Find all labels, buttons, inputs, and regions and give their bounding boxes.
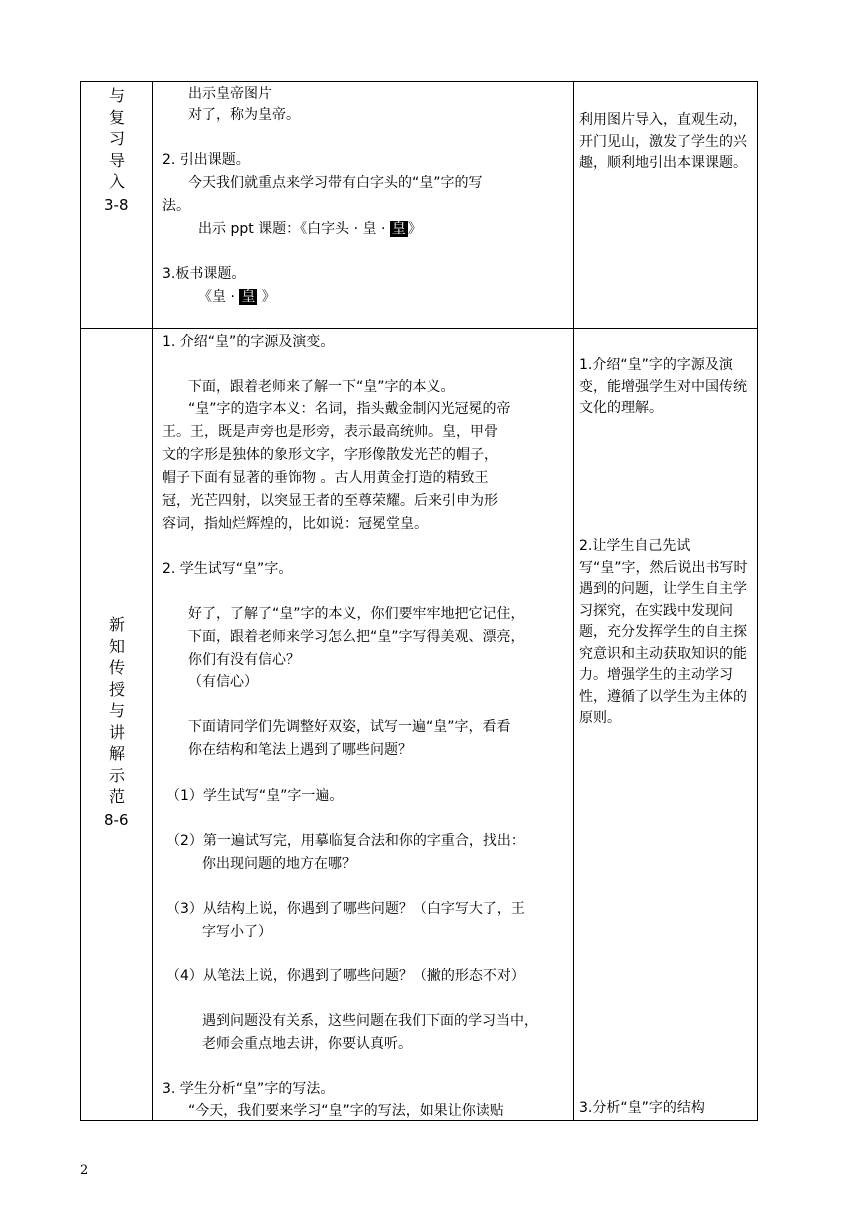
remark-intro: 利用图片导入，直观生动，开门见山，激发了学生的兴趣，顺利地引出本课课题。 [579, 112, 747, 171]
stage-char: 传 [108, 658, 125, 677]
content-line: 你在结构和笔法上遇到了哪些问题？ [188, 742, 412, 758]
remark-structure: 3.分析“皇”字的结构 [579, 1100, 705, 1116]
column-divider-1 [152, 81, 153, 1121]
content-line: 下面，跟着老师来学习怎么把“皇”字写得美观、漂亮， [188, 629, 525, 645]
content-line: “今天，我们要来学习“皇”字的写法，如果让你读贴 [188, 1103, 504, 1119]
stage-char: 新 [108, 615, 125, 634]
highlighted-char: 皇 [391, 221, 406, 237]
content-line: 遇到问题没有关系，这些问题在我们下面的学习当中， [202, 1013, 538, 1029]
content-line: 出示皇帝图片 [188, 86, 272, 102]
board-title-line [198, 287, 276, 308]
content-line: 王。王，既是声旁也是形旁，表示最高统帅。皇，甲骨 [162, 424, 498, 440]
content-line: 2. 学生试写“皇”字。 [162, 561, 293, 577]
page-number: 2 [80, 1163, 89, 1178]
row-divider [80, 328, 758, 329]
stage-label-teaching [102, 614, 132, 808]
stage-char: 习 [108, 129, 125, 148]
content-line: 帽子下面有显著的垂饰物 。古人用黄金打造的精致王 [162, 470, 489, 486]
ppt-title-end: 》 [407, 221, 422, 237]
ppt-title-text: 出示 ppt 课题：《白字头 · 皇 · [198, 221, 390, 237]
stage-char: 导 [108, 150, 125, 170]
table-right-border [757, 81, 758, 1121]
content-line: 下面，跟着老师来了解一下“皇”字的本义。 [188, 379, 455, 395]
remark-origin: 1.介绍“皇”字的字源及演变，能增强学生对中国传统文化的理解。 [579, 357, 747, 416]
stage-time-review: 3-8 [104, 196, 129, 214]
content-line: 文的字形是独体的象形文字，字形像散发光芒的帽子， [162, 447, 498, 463]
content-line: （1）学生试写“皇”字一遍。 [166, 788, 344, 804]
content-line: （2）第一遍试写完，用摹临复合法和你的字重合，找出： [166, 833, 525, 849]
content-line: 容词，指灿烂辉煌的，比如说：冠冕堂皇。 [162, 516, 428, 532]
board-title-text: 《皇 · [198, 289, 240, 305]
content-line: （3）从结构上说，你遇到了哪些问题？（白字写大了，王 [166, 901, 525, 917]
content-line: 你出现问题的地方在哪？ [202, 856, 356, 872]
stage-char: 入 [108, 172, 125, 191]
stage-char: 复 [108, 107, 125, 127]
stage-char: 讲 [108, 722, 125, 742]
content-line: 2. 引出课题。 [162, 152, 250, 168]
stage-char: 知 [108, 636, 125, 656]
ppt-title-line [198, 219, 422, 240]
table-left-border [80, 81, 81, 1121]
stage-time-teaching: 8-6 [104, 811, 129, 829]
content-line: 3.板书课题。 [162, 266, 246, 282]
content-line: （有信心） [188, 674, 258, 690]
stage-char: 授 [108, 679, 125, 699]
content-line: 下面请同学们先调整好双姿，试写一遍“皇”字，看看 [188, 719, 511, 735]
stage-label-review [102, 85, 132, 193]
content-line: （4）从笔法上说，你遇到了哪些问题？（撇的形态不对） [166, 968, 525, 984]
content-line: 1. 介绍“皇”的字源及演变。 [162, 334, 335, 350]
content-line: 对了，称为皇帝。 [188, 107, 300, 123]
stage-char: 解 [108, 744, 125, 763]
highlighted-char: 皇 [241, 289, 256, 305]
content-line: 字写小了） [202, 924, 272, 940]
column-divider-2 [573, 81, 574, 1121]
content-line: 3. 学生分析“皇”字的写法。 [162, 1081, 335, 1097]
board-title-end: 》 [257, 289, 276, 305]
stage-char: 与 [108, 86, 125, 105]
content-line: 今天我们就重点来学习带有白字头的“皇”字的写 [188, 175, 483, 191]
table-top-border [80, 81, 758, 82]
content-line: 冠，光芒四射，以突显王者的至尊荣耀。后来引申为形 [162, 493, 498, 509]
remark-trial-writing: 2.让学生自己先试写“皇”字，然后说出书写时遇到的问题，让学生自主学习探究，在实践中发现问题，充分发挥学生的自主探究意识和主动获取知识的能力。增强学生的主动学习性，遵循了以学生为主体的原则。 [579, 538, 748, 726]
content-line: 老师会重点地去讲，你要认真听。 [202, 1036, 412, 1052]
stage-char: 示 [108, 765, 125, 785]
stage-char: 范 [108, 787, 125, 806]
stage-char: 与 [108, 701, 125, 720]
content-line: 法。 [162, 198, 190, 214]
content-line: 你们有没有信心？ [188, 652, 300, 668]
content-line: 好了，了解了“皇”字的本义，你们要牢牢地把它记住， [188, 606, 525, 622]
content-line: “皇”字的造字本义：名词，指头戴金制闪光冠冕的帝 [188, 401, 511, 417]
